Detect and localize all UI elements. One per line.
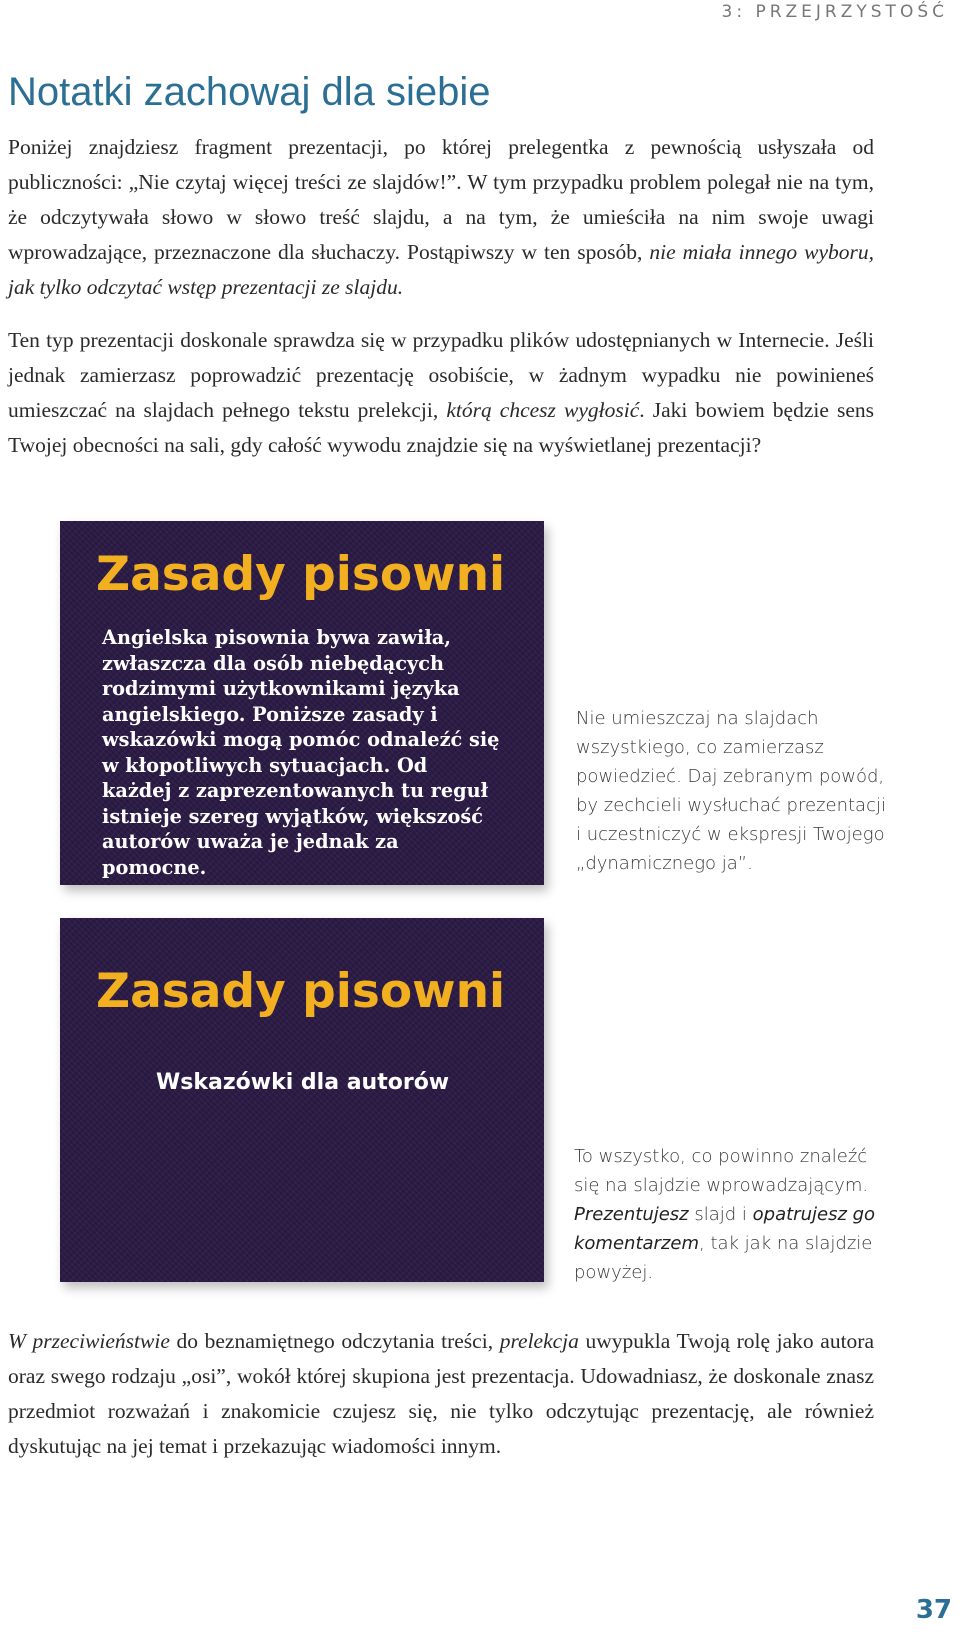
text-run: To wszystko, co powinno znaleźć się na slajdzie wprowadzającym. <box>574 1146 869 1196</box>
italic-run: W przeciwieństwie <box>8 1329 170 1353</box>
text-run: Ten typ prezentacji doskonale sprawdza się w przypadku plików udostępnianych w Internecie. Jeśli jednak zamierzasz poprowadzić prezentację osobiście, w żadnym wypadku nie powinieneś umieszczać na slajdach pełnego tekstu prelekcji, <box>8 328 874 422</box>
italic-run: którą chcesz wygłosić <box>446 398 640 422</box>
italic-run: Prezentujesz <box>574 1204 689 1225</box>
slide-subtitle: Wskazówki dla autorów <box>156 1070 450 1095</box>
text-run: slajd i <box>688 1204 753 1225</box>
text-run: . Jaki bowiem będzie sens Twojej obecności na sali, gdy całość wywodu znajdzie się na wyświetlanej prezentacji? <box>8 398 874 457</box>
caption-slide2 <box>574 1142 884 1287</box>
italic-run: prelekcja <box>499 1329 579 1353</box>
italic-run: opatrujesz go komentarzem <box>574 1204 876 1254</box>
italic-run: nie miała innego wyboru, jak tylko odczytać wstęp prezentacji ze slajdu. <box>8 240 874 299</box>
slide-example-intro <box>60 918 544 1282</box>
text-run: uwypukla Twoją rolę jako autora oraz swego rodzaju „osi”, wokół której skupiona jest prezentacja. Udowadniasz, że doskonale znasz przedmiot rozważań i znakomicie czujesz się, nie tylko odczytując prezentację, ale również dyskutując na jej temat i przekazując wiadomości innym. <box>8 1329 874 1458</box>
slide-example-full-text <box>60 521 544 885</box>
section-title: Notatki zachowaj dla siebie <box>8 70 491 114</box>
text-run: do beznamiętnego odczytania treści, <box>169 1329 500 1353</box>
paragraph-internet <box>8 323 874 463</box>
chapter-header: 3: PRZEJRZYSTOŚĆ <box>721 2 948 22</box>
text-run: Poniżej znajdziesz fragment prezentacji, po której prelegentka z pewnością usłyszała od publiczności: „Nie czytaj więcej treści ze slajdów!”. W tym przypadku problem polegał nie na tym, że odczytywała słowo w słowo treść slajdu, a na tym, że umieściła na nim swoje uwagi wprowadzające, przeznaczone dla słuchaczy. Postąpiwszy w ten sposób, <box>8 135 874 264</box>
caption-slide1: Nie umieszczaj na slajdach wszystkiego, co zamierzasz powiedzieć. Daj zebranym powód, by zechcieli wysłuchać prezentacji i uczestniczyć w ekspresji Twojego „dynamicznego ja”. <box>576 708 886 874</box>
slide-body-text: Angielska pisownia bywa zawiła, zwłaszcza dla osób niebędących rodzimymi użytkownikami języka angielskiego. Poniższe zasady i wskazówki mogą pomóc odnaleźć się w kłopotliwych sytuacjach. Od każdej z zaprezentowanych tu reguł istnieje szereg wyjątków, większość autorów uważa je jednak za pomocne. <box>102 626 500 879</box>
text-run: , tak jak na slajdzie powyżej. <box>574 1233 873 1283</box>
slide-title: Zasady pisowni <box>96 964 506 1019</box>
paragraph-conclusion <box>8 1324 874 1464</box>
slide-title: Zasady pisowni <box>96 547 506 602</box>
paragraph-intro <box>8 130 874 305</box>
page-number: 37 <box>915 1595 952 1625</box>
